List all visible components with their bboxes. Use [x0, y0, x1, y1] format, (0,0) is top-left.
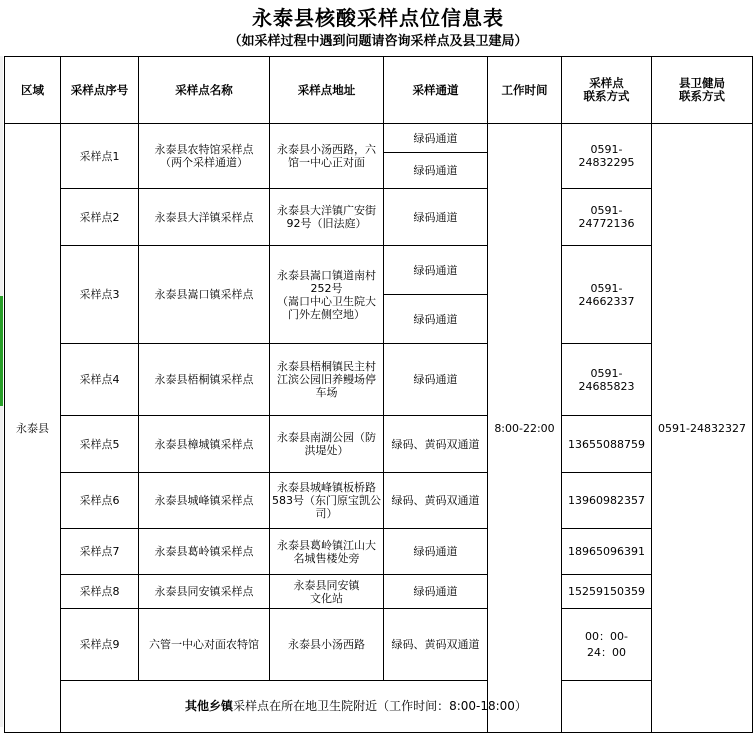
selection-mark [0, 296, 3, 406]
header-region: 区域 [5, 57, 61, 124]
header-seq: 采样点序号 [61, 57, 139, 124]
seq-cell: 采样点8 [61, 575, 139, 609]
contact-cell: 15259150359 [562, 575, 652, 609]
header-address: 采样点地址 [270, 57, 384, 124]
name-cell: 永泰县梧桐镇采样点 [139, 344, 270, 416]
header-bureau-contact: 县卫健局 联系方式 [652, 57, 753, 124]
channel-cell: 绿码通道 [384, 529, 488, 575]
sampling-sites-table [4, 56, 753, 733]
channel-cell: 绿码通道 [384, 344, 488, 416]
header-channel: 采样通道 [384, 57, 488, 124]
contact-cell: 0591-24685823 [562, 344, 652, 416]
address-cell: 永泰县同安镇 文化站 [270, 575, 384, 609]
region-cell: 永泰县 [5, 124, 61, 733]
channel-cell: 绿码通道 [384, 295, 488, 344]
page-title: 永泰县核酸采样点位信息表 [252, 6, 504, 30]
address-cell: 永泰县小汤西路，六馆一中心正对面 [270, 124, 384, 189]
contact-cell: 18965096391 [562, 529, 652, 575]
header-name: 采样点名称 [139, 57, 270, 124]
name-cell: 永泰县葛岭镇采样点 [139, 529, 270, 575]
seq-cell: 采样点1 [61, 124, 139, 189]
contact-cell: 13655088759 [562, 416, 652, 473]
seq-cell: 采样点9 [61, 609, 139, 681]
page-subtitle: （如采样过程中遇到问题请咨询采样点及县卫建局） [228, 34, 528, 49]
channel-cell: 绿码通道 [384, 153, 488, 189]
sheet-left-edge [0, 56, 3, 727]
footer-row [5, 681, 753, 733]
header-row [5, 57, 753, 124]
address-cell: 永泰县梧桐镇民主村江滨公园旧养鳗场停车场 [270, 344, 384, 416]
address-cell: 永泰县嵩口镇道南村252号 （嵩口中心卫生院大门外左侧空地） [270, 246, 384, 344]
seq-cell: 采样点3 [61, 246, 139, 344]
channel-cell: 绿码通道 [384, 246, 488, 295]
table-row [5, 246, 753, 295]
address-cell: 永泰县大洋镇广安街92号（旧法庭） [270, 189, 384, 246]
name-cell: 永泰县樟城镇采样点 [139, 416, 270, 473]
table-row [5, 575, 753, 609]
address-cell: 永泰县葛岭镇江山大名城售楼处旁 [270, 529, 384, 575]
seq-cell: 采样点5 [61, 416, 139, 473]
name-cell: 永泰县城峰镇采样点 [139, 473, 270, 529]
table-row [5, 529, 753, 575]
table-row [5, 416, 753, 473]
address-cell: 永泰县南湖公园（防洪堤处） [270, 416, 384, 473]
name-cell: 永泰县嵩口镇采样点 [139, 246, 270, 344]
hours-cell-24h: 00：00- 24：00 [562, 609, 652, 681]
channel-cell: 绿码通道 [384, 575, 488, 609]
footer-note-rest: 采样点在所在地卫生院附近（工作时间：8:00-18:00） [233, 699, 527, 713]
address-cell: 永泰县小汤西路 [270, 609, 384, 681]
seq-cell: 采样点6 [61, 473, 139, 529]
header-hours: 工作时间 [488, 57, 562, 124]
bureau-contact-cell: 0591-24832327 [652, 124, 753, 733]
contact-cell: 0591-24662337 [562, 246, 652, 344]
hours-cell: 8:00-22:00 [488, 124, 562, 733]
name-cell: 六管一中心对面农特馆 [139, 609, 270, 681]
table-row [5, 189, 753, 246]
contact-cell: 0591-24772136 [562, 189, 652, 246]
table-row [5, 473, 753, 529]
footer-note [61, 681, 652, 733]
channel-cell: 绿码、黄码双通道 [384, 609, 488, 681]
name-cell: 永泰县同安镇采样点 [139, 575, 270, 609]
table-row [5, 124, 753, 153]
seq-cell: 采样点2 [61, 189, 139, 246]
channel-cell: 绿码通道 [384, 124, 488, 153]
address-cell: 永泰县城峰镇板桥路583号（东门原宝凯公司） [270, 473, 384, 529]
footer-note-bold: 其他乡镇 [185, 699, 234, 713]
channel-cell: 绿码、黄码双通道 [384, 473, 488, 529]
name-cell: 永泰县大洋镇采样点 [139, 189, 270, 246]
contact-cell: 13960982357 [562, 473, 652, 529]
table-row [5, 609, 753, 681]
header-contact: 采样点 联系方式 [562, 57, 652, 124]
channel-cell: 绿码通道 [384, 189, 488, 246]
seq-cell: 采样点4 [61, 344, 139, 416]
contact-cell: 0591-24832295 [562, 124, 652, 189]
seq-cell: 采样点7 [61, 529, 139, 575]
name-cell: 永泰县农特馆采样点 （两个采样通道） [139, 124, 270, 189]
table-row [5, 344, 753, 416]
channel-cell: 绿码、黄码双通道 [384, 416, 488, 473]
